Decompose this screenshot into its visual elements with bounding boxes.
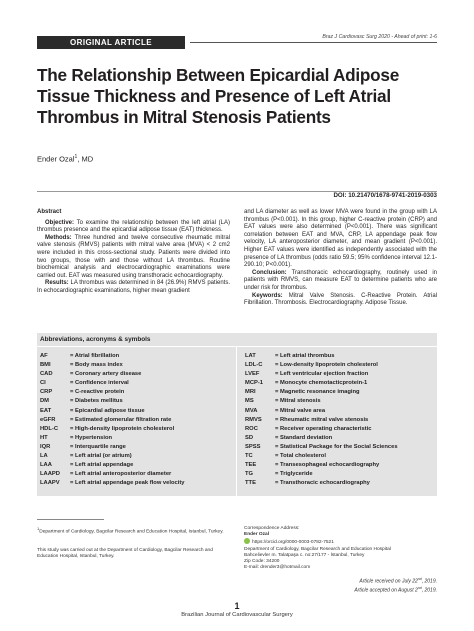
abbreviation-term: LAT: [245, 353, 256, 359]
footnote-rule: [37, 519, 104, 520]
email[interactable]: E-mail: drender3@hotmail.com: [244, 565, 311, 571]
abbreviation-term: LAA: [40, 462, 52, 469]
accepted-date: Article accepted on August 2nd, 2019.: [354, 586, 437, 594]
abstract-left-column: [37, 209, 230, 296]
abbreviation-row: [245, 461, 398, 470]
abbreviation-row: [245, 434, 398, 443]
article-dates: [354, 576, 437, 594]
abbreviation-row: [40, 379, 185, 388]
journal-citation: Braz J Cardiovasc Surg 2020 - Ahead of print: 1-6: [322, 34, 437, 40]
affiliation-footnote: $^1$Department of Cardiology, Bagcilar Research and Education Hospital, Istanbul, Turkey.: [37, 526, 224, 535]
abstract-methods: Methods: Three hundred and twelve consecutive rheumatic mitral valve stenosis (RMVS) patients with mitral valve area (MVA) < 2 cm2 were included in this cross-sectional study. Patients were divided into two groups, those with and those without LA thrombus. Routine biochemical analysis and electrocardiographic examinations were carried out. EAT was measured using transthoracic echocardiography.: [37, 234, 230, 279]
abbreviation-term: HT: [40, 434, 48, 441]
abbreviation-definition: = Total cholesterol: [275, 453, 326, 460]
abbreviation-row: [245, 443, 398, 452]
abbreviation-definition: = Interquartile range: [70, 443, 126, 450]
abbreviation-term: SPSS: [245, 443, 261, 450]
abbreviation-term: ROC: [245, 425, 258, 432]
abbreviation-definition: = Monocyte chemotacticprotein-1: [275, 380, 368, 387]
abbreviation-row: [40, 461, 185, 470]
abstract-objective: Objective: To examine the relationship between the left atrial (LA) thrombus presence and the epicardial adipose tissue (EAT) thickness.: [37, 219, 230, 234]
footer-journal: Brazilian Journal of Cardiovascular Surgery: [181, 612, 293, 618]
abbreviation-definition: = Body mass index: [70, 362, 123, 369]
address-line-2: Bahcelievler m. Talatpaşa c. no:27/177 - İstanbul, Turkey: [244, 552, 365, 558]
orcid-link[interactable]: https://orcid.org/0000-0003-0782-7521: [244, 538, 437, 546]
abbreviation-definition: = Receiver operating characteristic: [275, 425, 372, 432]
abbreviation-definition: = Transesophageal echocardiography: [275, 462, 380, 469]
abbreviation-definition: = Left atrial anteroposterior diameter: [70, 471, 172, 478]
article-title: The Relationship Between Epicardial Adipose Tissue Thickness and Presence of Left Atrial Thrombus in Mitral Stenosis Patients: [37, 65, 400, 127]
abbreviation-row: [245, 379, 398, 388]
abbreviation-term: MCP-1: [245, 380, 264, 387]
abbreviation-term: MRI: [245, 389, 256, 396]
abbreviation-definition: = Hypertension: [70, 434, 113, 441]
abbreviation-row: [245, 425, 398, 434]
abbreviation-row: [40, 370, 185, 379]
abbreviation-term: LAAPD: [40, 471, 60, 478]
correspondence-block: [244, 526, 437, 571]
abbreviation-row: [40, 434, 185, 443]
abstract-conclusion: Conclusion: Transthoracic echocardiography, routinely used in patients with RMVS, can measure EAT to determine patients who are under risk for thrombus.: [244, 269, 437, 291]
abbreviation-row: [245, 452, 398, 461]
abbreviation-row: [40, 407, 185, 416]
abbreviation-term: BMI: [40, 362, 51, 369]
abbreviation-term: LA: [40, 453, 48, 460]
abbreviation-row: [245, 397, 398, 406]
abbreviations-divider: [236, 347, 237, 496]
abbreviation-term: CAD: [40, 371, 53, 378]
abbreviation-definition: = Statistical Package for the Social Sciences: [275, 443, 398, 450]
received-date: Article received on July 22nd, 2019.: [359, 577, 437, 585]
abbreviation-definition: = Left atrial appendage peak flow velocity: [70, 480, 185, 487]
abbreviation-term: eGFR: [40, 416, 56, 423]
abbreviation-row: [40, 470, 185, 479]
abbreviation-term: SD: [245, 434, 254, 441]
abbreviation-term: TEE: [245, 462, 257, 469]
abbreviations-left-list: [40, 352, 185, 488]
abbreviation-term: LAAPV: [40, 480, 60, 487]
abbreviation-definition: = Left ventricular ejection fraction: [275, 371, 369, 378]
abbreviation-definition: = Left atrial appendage: [70, 462, 134, 469]
abbreviation-row: [245, 416, 398, 425]
abbreviation-row: [245, 479, 398, 488]
abbreviation-term: TTE: [245, 480, 256, 487]
study-note: This study was carried out at the Department of Cardiology, Bagcilar Research and Education Hospital, Istanbul, Turkey.: [37, 548, 213, 560]
page-number: 1: [234, 601, 240, 611]
abbreviation-row: [245, 361, 398, 370]
abstract-heading: Abstract: [37, 209, 62, 215]
abstract-results: Results: LA thrombus was determined in 84 (26.9%) RMVS patients. In echocardiographic examinations, higher mean gradient: [37, 280, 230, 294]
abbreviation-term: CRP: [40, 389, 53, 396]
orcid-icon: [244, 538, 250, 544]
abbreviation-term: RMVS: [245, 416, 262, 423]
abbreviation-definition: = High-density lipoprotein cholesterol: [70, 425, 175, 432]
abstract-results-continued: and LA diameter as well as lower MVA were found in the group with LA thrombus (P<0.001). In this group, higher C-reactive protein (CRP) and EAT values were also determined (P<0.001). There was significant correlation between EAT and MVA, CRP, LA appendage peak flow velocity, LA anteroposterior diameter, and mean gradient (P<0.001). Higher EAT values were identified as independently associated with the presence of LA thrombus (odds ratio 59.5; 95% confidence interval 12.1-290.10; P<0.001).: [244, 209, 437, 269]
correspondence-name: Ender Ozal: [244, 532, 270, 538]
header-rule: [190, 42, 437, 43]
abbreviations-heading: Abbreviations, acronyms & symbols: [37, 333, 437, 347]
abstract-keywords: Keywords: Mitral Valve Stenosis. C-Reactive Protein. Atrial Fibrillation. Thrombosis. Electrocardiography. Adipose Tissue.: [244, 292, 437, 307]
doi: DOI: 10.21470/1678-9741-2019-0303: [333, 192, 437, 199]
abbreviation-definition: = Mitral valve area: [275, 407, 326, 414]
abbreviation-term: IQR: [40, 443, 51, 450]
correspondence-label: Correspondence Address:: [244, 526, 300, 531]
abbreviation-row: [245, 352, 398, 361]
abbreviation-row: [40, 452, 185, 461]
abbreviation-definition: = Estimated glomerular filtration rate: [70, 416, 172, 423]
abbreviation-term: MS: [245, 398, 254, 405]
abbreviation-term: MVA: [245, 407, 258, 414]
abbreviations-right-list: [245, 352, 398, 488]
abbreviation-row: [40, 397, 185, 406]
abbreviation-term: TG: [245, 471, 254, 478]
abbreviation-definition: = Standard deviation: [275, 434, 333, 441]
abbreviation-row: [40, 416, 185, 425]
abbreviation-term: AF: [40, 353, 48, 359]
abbreviation-term: LDL-C: [245, 362, 263, 369]
author-degree: , MD: [77, 154, 94, 164]
abbreviation-definition: = Magnetic resonance imaging: [275, 389, 360, 396]
abbreviation-definition: = Transthoracic echocardiography: [275, 480, 370, 487]
abbreviation-row: [245, 470, 398, 479]
zip-code: Zip Code: 34200: [244, 559, 280, 565]
abbreviation-row: [40, 361, 185, 370]
abbreviation-definition: = Left atrial thrombus: [275, 353, 335, 359]
abbreviation-row: [245, 370, 398, 379]
abbreviation-row: [245, 407, 398, 416]
abbreviations-box: [37, 333, 437, 496]
abbreviation-definition: = Diabetes mellitus: [70, 398, 123, 405]
abbreviation-definition: = Triglyceride: [275, 471, 313, 478]
abbreviation-definition: = Confidence interval: [70, 380, 129, 387]
author-line: [37, 154, 93, 164]
article-type-badge: ORIGINAL ARTICLE: [37, 36, 185, 49]
abbreviation-term: HDL-C: [40, 425, 59, 432]
abbreviation-term: LVEF: [245, 371, 260, 378]
abbreviation-row: [40, 479, 185, 488]
abbreviation-term: EAT: [40, 407, 52, 414]
abbreviation-term: CI: [40, 380, 46, 387]
abbreviation-term: DM: [40, 398, 50, 405]
abbreviation-row: [40, 352, 185, 361]
abbreviation-row: [245, 388, 398, 397]
abbreviation-row: [40, 388, 185, 397]
abbreviation-definition: = Mitral stenosis: [275, 398, 321, 405]
abbreviation-definition: = Atrial fibrillation: [70, 353, 120, 359]
abbreviation-definition: = Left atrial (or atrium): [70, 453, 132, 460]
abbreviation-row: [40, 443, 185, 452]
author-affiliation-mark: 1: [74, 154, 78, 160]
abbreviation-row: [40, 425, 185, 434]
address-line-1: Department of Cardiology, Bagcilar Research and Education Hospital: [244, 546, 391, 552]
author-name: Ender Ozal: [37, 154, 75, 164]
abstract-right-column: [244, 209, 437, 308]
abbreviation-definition: = Rheumatic mitral valve stenosis: [275, 416, 369, 423]
abbreviation-term: TC: [245, 453, 253, 460]
abbreviation-definition: = C-reactive protein: [70, 389, 125, 396]
abbreviation-definition: = Epicardial adipose tissue: [70, 407, 145, 414]
abbreviation-definition: = Low-density lipoprotein cholesterol: [275, 362, 378, 369]
abbreviation-definition: = Coronary artery disease: [70, 371, 142, 378]
